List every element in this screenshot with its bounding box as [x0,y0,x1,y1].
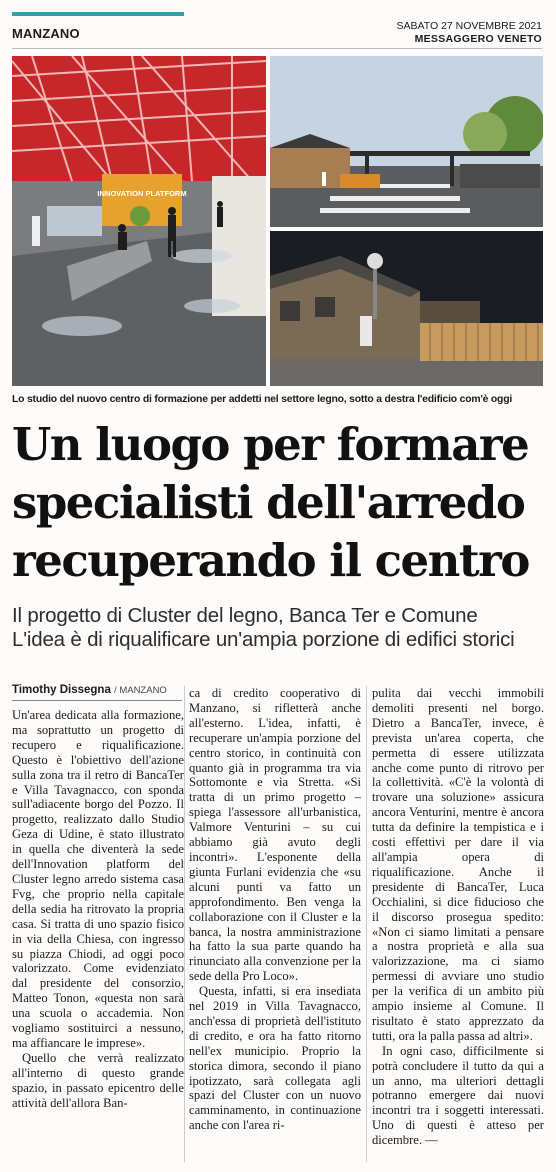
paragraph: In ogni caso, difficilmente si potrà concludere il tutto da qui a un anno, ma ulteriori dettagli potranno emergere dai nuovi incontri tra i soggetti interessati. Uno di questi è atteso per dicembre. — [372,1043,544,1148]
headline-line-3: recuperando il centro [12,534,529,587]
photo-block [12,56,543,386]
newspaper-name: MESSAGGERO VENETO [414,33,542,45]
photo-caption: Lo studio del nuovo centro di formazione per addetti nel settore legno, sotto a destra l'edificio com'è oggi [12,394,513,405]
subhead-line-2: L'idea è di riqualificare un'ampia porzione di edifici storici [12,628,515,651]
article-column-2 [189,686,361,1133]
paragraph: pulita dai vecchi immobili demoliti presenti nel borgo. Dietro a BancaTer, invece, è prevista un'area coperta, che permetta di essere utilizzata anche come punto di ritrovo per la collettività. «C'è la volontà di trovare una soluzione» assicura ancora Venturini, mentre è ancora tutta da definire la tempistica e i costi effettivi per dare il via all'ampia opera di riqualificazione. Anche il presidente di BancaTer, Luca Occhialini, si dice fiducioso che il discorso prosegua spedito: «Non ci siamo limitati a pensare a nostra proprietà e alla sua valorizzazione, ma ci siamo permessi di avviare uno studio per la verifica di un ambito più ampio insieme al Comune. Il risultato è stato apprezzato da tutti, ora la palla passa ad altri». [372,686,544,1043]
subhead-line-1: Il progetto di Cluster del legno, Banca Ter e Comune [12,604,478,627]
headline-line-1: Un luogo per formare [12,418,529,471]
header-rule [12,48,542,49]
innovation-platform-sign: INNOVATION PLATFORM [97,189,187,198]
paragraph: Quello che verrà realizzato all'interno di questo grande spazio, in passato epicentro delle attività dell'allora Ban- [12,1050,184,1110]
article-column-1 [12,708,184,1110]
byline [12,684,167,696]
dateline [396,20,542,46]
byline-place: / MANZANO [114,685,167,696]
paragraph: Questa, infatti, si era insediata nel 2019 in Villa Tavagnacco, anch'essa di proprietà dell'istituto di credito, e ora ha fatto ritorno nell'ex municipio. Proprio la storica dimora, secondo il piano ipotizzato, sarà collegata agli spazi del Cluster con un nuovo camminamento, in continuazione anche con l'area ri- [189,984,361,1133]
section-color-bar [12,12,184,16]
headline-line-2: specialisti dell'arredo [12,476,525,529]
column-divider [184,686,185,1162]
column-divider [366,686,367,1162]
paragraph: Un'area dedicata alla formazione, ma soprattutto un progetto di recupero e riqualificazione. Questo è l'obiettivo dell'azione sulla zona tra il retro di BancaTer e Villa Tavagnacco, con sponda sull'adiacente borgo del Pozzo. Il progetto, realizzato dallo Studio Geza di Udine, è stato illustrato in quella che diventerà la sede dell'Innovation platform del Cluster legno arredo sistema casa Fvg, che proprio nella capitale della sedia ha ritrovato la propria casa. Si tratta di uno spazio fisico in via della Chiesa, con ingresso su piazza Chiodi, ad oggi poco valorizzato. Come evidenziato dal presidente del consorzio, Matteo Tonon, «questa non sarà una scuola o accademia. Non vogliamo sostituirci a nessuno, ma affiancare le imprese». [12,708,184,1050]
publication-date: SABATO 27 NOVEMBRE 2021 [396,20,542,32]
paragraph: ca di credito cooperativo di Manzano, si rifletterà anche all'esterno. L'idea, infatti, è recuperare un'ampia porzione del centro storico, in continuità con quanto già in programma tra via Sottomonte e via Stretta. «Si tratta di un primo progetto – spiega l'assessore all'urbanistica, Valmore Venturini – su cui abbiamo già avuto degli incontri». L'esponente della giunta Furlani evidenzia che «su alcuni punti va fatto un approfondimento. Ben venga la collaborazione con il Cluster e la banca, la nostra amministrazione ha fatto la sua parte quando ha rinunciato alla convenzione per la sede della Pro Loco». [189,686,361,984]
byline-rule [12,700,182,701]
street-rendering-image [270,56,543,227]
headline [12,416,546,590]
rendering-image [12,56,266,386]
current-building-photo [270,231,543,386]
author-name: Timothy Dissegna [12,684,111,696]
article-column-3 [372,686,544,1148]
subheadline [12,604,546,652]
section-label: MANZANO [12,26,80,41]
